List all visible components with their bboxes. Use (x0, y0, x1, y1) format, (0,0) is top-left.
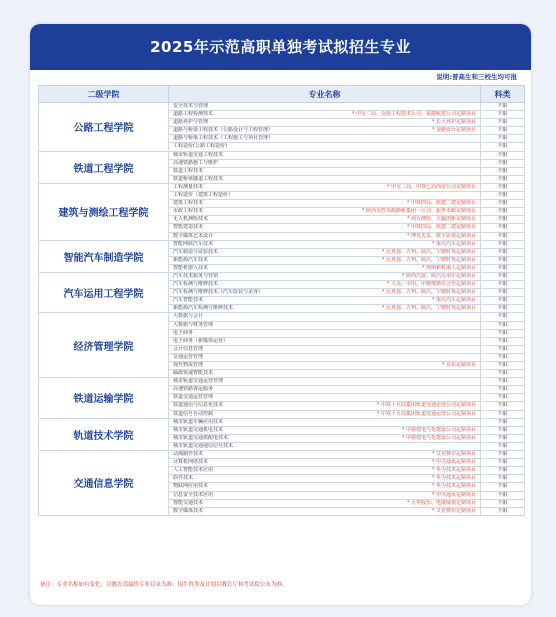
table-row (39, 378, 525, 386)
major-cell (169, 337, 481, 345)
table-row (39, 451, 525, 459)
major-line (173, 508, 476, 515)
major-name: 铁道桥梁隧道工程技术 (173, 175, 224, 182)
level-cell: 不限 (481, 394, 525, 402)
level-cell: 不限 (481, 289, 525, 297)
major-name: 高速铁路客运服务 (173, 386, 214, 393)
major-line (173, 386, 476, 393)
major-name: 铁道通信与信息化技术 (173, 402, 224, 409)
major-name: 铁道工程技术 (173, 167, 204, 174)
major-cell (169, 305, 481, 313)
major-remark: * 比亚迪、吉利、陕汽、宁德时代定制项目 (381, 289, 476, 296)
level-cell: 不限 (481, 434, 525, 442)
level-cell: 不限 (481, 167, 525, 175)
major-line (173, 419, 476, 426)
major-remark: * 大华股份、电康威视定制项目 (406, 499, 476, 506)
major-cell (169, 272, 481, 280)
major-cell (169, 434, 481, 442)
major-cell (169, 127, 481, 135)
major-line (173, 184, 476, 191)
level-cell: 不限 (481, 345, 525, 353)
major-name: 工程测量技术 (173, 183, 204, 190)
level-cell: 不限 (481, 329, 525, 337)
major-line (173, 176, 476, 183)
major-cell (169, 264, 481, 272)
major-name: 信息安全技术应用 (173, 491, 214, 498)
level-cell: 不限 (481, 297, 525, 305)
major-remark: * 金路设计定制项目 (431, 127, 476, 134)
major-name: 动漫制作技术 (173, 451, 204, 458)
major-remark: * 陕西汽贸、陕汽专用车定制项目 (401, 272, 476, 279)
major-cell (169, 483, 481, 491)
major-cell (169, 467, 481, 475)
table-row (39, 151, 525, 159)
level-cell: 不限 (481, 507, 525, 515)
level-cell: 不限 (481, 256, 525, 264)
major-name: 软件技术 (173, 475, 194, 482)
major-line (173, 192, 476, 199)
level-cell: 不限 (481, 337, 525, 345)
major-remark: * 京东定制项目 (441, 362, 476, 368)
major-remark: * 中铁建电气化建设公司定制项目 (401, 426, 476, 433)
major-name: 铁道交通运营管理 (173, 394, 214, 401)
major-remark: * 中兴通讯定制项目 (431, 459, 476, 466)
major-line (173, 152, 476, 159)
major-line (173, 135, 476, 142)
major-line (173, 451, 476, 458)
level-cell: 不限 (481, 313, 525, 321)
header-college: 二级学院 (39, 86, 169, 103)
major-cell (169, 426, 481, 434)
footer-note: 备注：专业名称如有变化，以教育部最终专业目录为准；招生科类及计划以教育厅和考试院公布为准。 (40, 582, 288, 588)
level-cell: 不限 (481, 418, 525, 426)
major-cell (169, 418, 481, 426)
major-line (173, 297, 476, 304)
major-cell (169, 362, 481, 370)
major-name: 新能源汽车检测与维修技术 (173, 305, 234, 312)
major-name: 铁道信号自动控制 (173, 410, 214, 417)
major-cell (169, 459, 481, 467)
major-line (173, 402, 476, 409)
table-row (39, 272, 525, 280)
major-name: 城市轨道交通通信信号技术 (173, 442, 234, 449)
major-cell (169, 402, 481, 410)
major-cell (169, 183, 481, 191)
major-line (173, 241, 476, 248)
major-cell (169, 240, 481, 248)
college-name: 建筑与测绘工程学院 (39, 183, 169, 240)
level-cell: 不限 (481, 442, 525, 450)
major-line (173, 459, 476, 466)
level-cell: 不限 (481, 451, 525, 459)
major-line (173, 330, 476, 337)
major-line (173, 111, 476, 118)
major-line (173, 281, 476, 288)
college-name: 经济管理学院 (39, 313, 169, 378)
major-cell (169, 208, 481, 216)
major-remark: * 艾克赛尔定制项目 (431, 451, 476, 458)
level-cell: 不限 (481, 386, 525, 394)
major-cell (169, 378, 481, 386)
major-line (173, 322, 476, 329)
major-cell (169, 353, 481, 361)
major-name: 道路工程检测技术 (173, 111, 214, 118)
major-line (173, 467, 476, 474)
major-name: 汽车技术服务与营销 (173, 272, 219, 279)
major-line (173, 443, 476, 450)
major-cell (169, 313, 481, 321)
major-line (173, 378, 476, 385)
admission-card (30, 24, 531, 605)
major-remark: * 大众、丰田、中德奥斯佳合作定制项目 (386, 281, 476, 288)
major-cell (169, 248, 481, 256)
major-remark: * 博光光景、数字影视定制项目 (406, 232, 476, 239)
major-name: 城市轨道车辆应用技术 (173, 418, 224, 425)
major-remark: * 比亚迪、吉利、陕汽、宁德时代定制项目 (381, 305, 476, 312)
major-name: 会计信息管理 (173, 345, 204, 352)
level-cell: 不限 (481, 111, 525, 119)
major-remark: * 艾克赛尔定制项目 (431, 507, 476, 514)
major-line (173, 313, 476, 320)
major-cell (169, 370, 481, 378)
level-cell: 不限 (481, 499, 525, 507)
major-cell (169, 232, 481, 240)
level-cell: 不限 (481, 402, 525, 410)
major-remark: * 华为技术定制项目 (431, 475, 476, 482)
major-name: 工程造价（建筑工程造价） (173, 192, 234, 199)
major-name: 汽车智能技术 (173, 297, 204, 304)
major-name: 电子商务 (173, 329, 194, 336)
major-name: 工程造价(公路工程造价) (173, 143, 227, 150)
level-cell: 不限 (481, 353, 525, 361)
major-line (173, 427, 476, 434)
major-name: 道路与桥梁工程技术（公路设计与工程管理） (173, 127, 274, 134)
major-remark: * 埃斯顿机器人定制项目 (421, 264, 476, 271)
major-remark: * 中铁十五局集团轨道交通运营公司定制项目 (376, 410, 476, 417)
major-remark: * 中兴通讯定制项目 (431, 491, 476, 498)
level-cell: 不限 (481, 475, 525, 483)
major-name: 现代物流管理 (173, 362, 204, 368)
major-line (173, 103, 476, 110)
major-name: 城市轨道交通运营管理 (173, 378, 224, 385)
major-remark: * 华为技术定制项目 (431, 467, 476, 474)
level-cell: 不限 (481, 232, 525, 240)
major-cell (169, 394, 481, 402)
major-cell (169, 345, 481, 353)
level-cell: 不限 (481, 224, 525, 232)
college-name: 交通信息学院 (39, 451, 169, 516)
major-cell (169, 297, 481, 305)
major-remark: * 重庆汽车定制项目 (431, 297, 476, 304)
major-remark: * 中铁十五局集团轨道交通运营公司定制项目 (376, 402, 476, 409)
major-name: 邮政快递智能技术 (173, 370, 214, 377)
major-line (173, 362, 476, 369)
major-name: 数字媒体艺术设计 (173, 232, 214, 239)
major-cell (169, 143, 481, 151)
major-cell (169, 224, 481, 232)
major-cell (169, 167, 481, 175)
level-cell: 不限 (481, 240, 525, 248)
majors-table (38, 85, 525, 516)
major-name: 智能机器人技术 (173, 264, 209, 271)
major-cell (169, 159, 481, 167)
major-line (173, 143, 476, 150)
major-name: 人工智能技术应用 (173, 467, 214, 474)
major-line (173, 119, 476, 126)
level-cell: 不限 (481, 378, 525, 386)
major-name: 市政工程技术 (173, 208, 204, 215)
major-name: 汽车制造与试验技术 (173, 248, 219, 255)
major-remark: * 中铁四局、陕建二建定制项目 (406, 200, 476, 207)
major-name: 智能网联汽车技术 (173, 240, 214, 247)
table-row (39, 313, 525, 321)
major-name: 安全技术与管理 (173, 103, 209, 109)
major-line (173, 435, 476, 442)
major-cell (169, 491, 481, 499)
major-name: 高速铁路施工与维护 (173, 159, 219, 166)
major-cell (169, 151, 481, 159)
level-cell: 不限 (481, 272, 525, 280)
level-cell: 不限 (481, 248, 525, 256)
level-cell: 不限 (481, 426, 525, 434)
level-cell: 不限 (481, 119, 525, 127)
level-cell: 不限 (481, 491, 525, 499)
college-name: 智能汽车制造学院 (39, 240, 169, 272)
major-line (173, 492, 476, 499)
major-cell (169, 200, 481, 208)
major-line (173, 168, 476, 175)
major-name: 建筑工程技术 (173, 200, 204, 207)
major-line (173, 249, 476, 256)
level-cell: 不限 (481, 175, 525, 183)
level-cell: 不限 (481, 410, 525, 418)
major-cell (169, 216, 481, 224)
major-cell (169, 289, 481, 297)
level-cell: 不限 (481, 483, 525, 491)
table-body (39, 103, 525, 516)
major-line (173, 346, 476, 353)
major-line (173, 500, 476, 507)
major-remark: * 长大养护定制项目 (431, 119, 476, 126)
level-cell: 不限 (481, 264, 525, 272)
major-remark: * 中铁四局、陕建二建定制项目 (406, 224, 476, 231)
level-cell: 不限 (481, 208, 525, 216)
level-cell: 不限 (481, 467, 525, 475)
major-name: 大数据与财务管理 (173, 321, 214, 328)
major-cell (169, 507, 481, 515)
title-banner (30, 24, 531, 70)
college-name: 铁道工程学院 (39, 151, 169, 183)
major-line (173, 160, 476, 167)
major-line (173, 273, 476, 280)
major-cell (169, 475, 481, 483)
major-remark: * 中交二局、交投工程技术公司、福建航建公司定制项目 (351, 111, 476, 118)
level-cell: 不限 (481, 159, 525, 167)
major-name: 智能建造技术 (173, 224, 204, 231)
major-name: 物联网应用技术 (173, 483, 209, 490)
major-cell (169, 175, 481, 183)
level-cell: 不限 (481, 183, 525, 191)
major-line (173, 483, 476, 490)
level-cell: 不限 (481, 362, 525, 370)
college-name: 铁道运输学院 (39, 378, 169, 418)
major-name: 城市轨道交通机电技术 (173, 426, 224, 433)
major-cell (169, 192, 481, 200)
major-remark: * 中交二局、中铁七局西安公司定制项目 (386, 183, 476, 190)
college-name: 公路工程学院 (39, 103, 169, 152)
major-line (173, 411, 476, 418)
major-cell (169, 321, 481, 329)
table-header-row (39, 86, 525, 103)
major-remark: * 华为技术定制项目 (431, 483, 476, 490)
major-line (173, 475, 476, 482)
note-top: 说明:普高生和三校生均可报 (436, 73, 517, 81)
major-cell (169, 103, 481, 111)
major-line (173, 370, 476, 377)
major-line (173, 233, 476, 240)
major-line (173, 265, 476, 272)
major-cell (169, 410, 481, 418)
major-cell (169, 256, 481, 264)
major-line (173, 200, 476, 207)
level-cell: 不限 (481, 135, 525, 143)
major-cell (169, 111, 481, 119)
major-line (173, 224, 476, 231)
major-line (173, 208, 476, 215)
major-cell (169, 386, 481, 394)
major-line (173, 338, 476, 345)
major-name: 汽车检测与维修技术（汽车改装与美容） (173, 289, 264, 296)
major-name: 新能源汽车技术 (173, 256, 209, 263)
major-line (173, 394, 476, 401)
major-line (173, 257, 476, 264)
table-row (39, 103, 525, 111)
major-name: 道路养护与管理 (173, 119, 209, 126)
major-name: 电子商务（新媒体运营） (173, 337, 229, 344)
level-cell: 不限 (481, 370, 525, 378)
major-line (173, 289, 476, 296)
table-row (39, 240, 525, 248)
level-cell: 不限 (481, 216, 525, 224)
page-title: 2025年示范高职单独考试拟招生专业 (150, 38, 411, 56)
major-name: 城市轨道交通工程技术 (173, 151, 224, 158)
level-cell: 不限 (481, 103, 525, 111)
major-cell (169, 135, 481, 143)
major-cell (169, 281, 481, 289)
major-name: 交通运营管理 (173, 353, 204, 360)
major-name: 道路与桥梁工程技术（工程施工与项目管理） (173, 135, 274, 142)
major-cell (169, 442, 481, 450)
major-name: 汽车检测与维修技术 (173, 281, 219, 288)
level-cell: 不限 (481, 127, 525, 135)
level-cell: 不限 (481, 192, 525, 200)
table-row (39, 183, 525, 191)
level-cell: 不限 (481, 151, 525, 159)
level-cell: 不限 (481, 281, 525, 289)
major-line (173, 354, 476, 361)
major-name: 智能交通技术 (173, 499, 204, 506)
major-remark: * 中铁建电气化建设公司定制项目 (401, 434, 476, 441)
major-line (173, 127, 476, 134)
major-remark: * 比亚迪、吉利、陕汽、宁德时代定制项目 (381, 256, 476, 263)
college-name: 汽车运用工程学院 (39, 272, 169, 312)
header-level: 科类 (481, 86, 525, 103)
major-remark: * 陕西交控市政路桥集团一公司、振华市政定制项目 (361, 208, 476, 215)
level-cell: 不限 (481, 200, 525, 208)
major-name: 无人机测绘技术 (173, 216, 209, 223)
header-major: 专业名称 (169, 86, 481, 103)
major-line (173, 216, 476, 223)
major-remark: * 南方测绘、大疆创新定制项目 (406, 216, 476, 223)
level-cell: 不限 (481, 321, 525, 329)
major-name: 计算机网络技术 (173, 459, 209, 466)
major-name: 大数据与会计 (173, 313, 204, 320)
major-line (173, 305, 476, 312)
major-cell (169, 499, 481, 507)
table-row (39, 418, 525, 426)
major-name: 数字媒体技术 (173, 507, 204, 514)
major-cell (169, 329, 481, 337)
major-name: 城市轨道交通供配电技术 (173, 434, 229, 441)
college-name: 轨道技术学院 (39, 418, 169, 450)
major-remark: * 比亚迪、吉利、陕汽、宁德时代定制项目 (381, 248, 476, 255)
level-cell: 不限 (481, 459, 525, 467)
level-cell: 不限 (481, 305, 525, 313)
major-cell (169, 451, 481, 459)
level-cell: 不限 (481, 143, 525, 151)
major-remark: * 重庆汽车定制项目 (431, 240, 476, 247)
major-cell (169, 119, 481, 127)
